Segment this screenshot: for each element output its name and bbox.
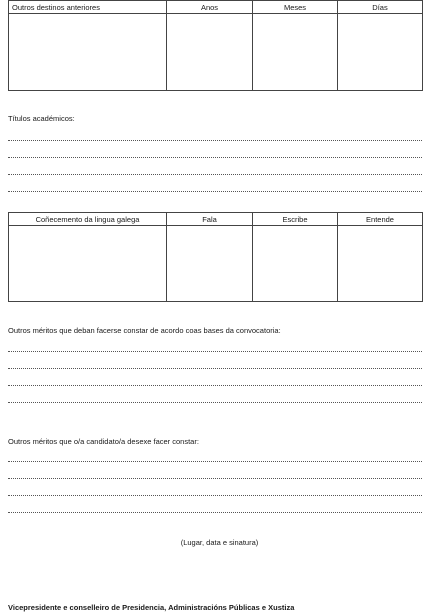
other-merits-bases-label: Outros méritos que deban facerse constar de acordo coas bases da convocatoria: (8, 326, 281, 335)
academic-titles-line[interactable] (8, 157, 422, 158)
academic-titles-line[interactable] (8, 140, 422, 141)
academic-titles-line[interactable] (8, 174, 422, 175)
other-merits-candidate-line[interactable] (8, 461, 422, 462)
column-header-months: Meses (253, 1, 338, 14)
galician-knowledge-cell[interactable] (9, 226, 167, 302)
column-header-galician-knowledge: Coñecemento da lingua galega (9, 213, 167, 226)
other-merits-candidate-line[interactable] (8, 495, 422, 496)
understands-cell[interactable] (338, 226, 423, 302)
other-merits-bases-line[interactable] (8, 368, 422, 369)
other-merits-bases-line[interactable] (8, 351, 422, 352)
previous-posts-cell[interactable] (9, 14, 167, 91)
galician-language-table (8, 212, 423, 302)
previous-posts-table (8, 0, 423, 91)
table-header-row (9, 1, 423, 14)
months-cell[interactable] (253, 14, 338, 91)
column-header-previous-posts: Outros destinos anteriores (9, 1, 167, 14)
speaks-cell[interactable] (167, 226, 253, 302)
years-cell[interactable] (167, 14, 253, 91)
column-header-years: Anos (167, 1, 253, 14)
column-header-understands: Entende (338, 213, 423, 226)
other-merits-bases-line[interactable] (8, 385, 422, 386)
table-row (9, 14, 423, 91)
column-header-writes: Escribe (253, 213, 338, 226)
other-merits-candidate-line[interactable] (8, 512, 422, 513)
academic-titles-line[interactable] (8, 191, 422, 192)
academic-titles-label: Títulos académicos: (8, 114, 75, 123)
other-merits-candidate-line[interactable] (8, 478, 422, 479)
column-header-speaks: Fala (167, 213, 253, 226)
days-cell[interactable] (338, 14, 423, 91)
table-header-row (9, 213, 423, 226)
other-merits-candidate-label: Outros méritos que o/a candidato/a desexe facer constar: (8, 437, 199, 446)
other-merits-bases-line[interactable] (8, 402, 422, 403)
column-header-days: Días (338, 1, 423, 14)
table-row (9, 226, 423, 302)
signature-placeholder: (Lugar, data e sinatura) (180, 538, 259, 547)
footer-addressee: Vicepresidente e conselleiro de Presidencia, Administracións Públicas e Xustiza (8, 603, 295, 612)
writes-cell[interactable] (253, 226, 338, 302)
